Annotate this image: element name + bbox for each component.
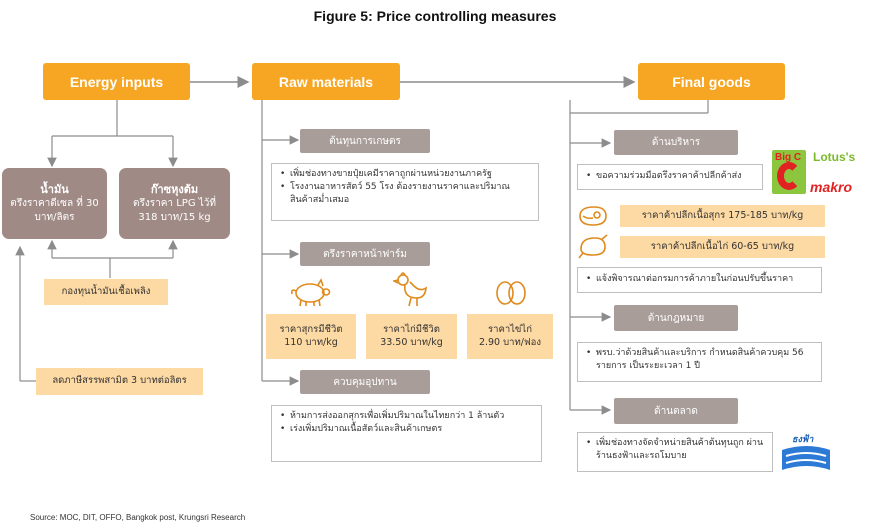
price-report-box <box>577 267 822 293</box>
supply-control-header: ควบคุมอุปทาน <box>300 370 430 394</box>
egg-price-value: 2.90 บาท/ฟอง <box>478 336 542 348</box>
raw-materials-header: Raw materials <box>252 63 400 100</box>
egg-price-box <box>467 314 553 359</box>
chicken-meat-icon <box>577 233 609 259</box>
bigc-logo-text: Big C <box>775 152 802 163</box>
agri-cost-header: ต้นทุนการเกษตร <box>300 129 430 153</box>
thongfah-logo-text: ธงฟ้า <box>792 435 814 445</box>
list-item: • เพิ่มช่องทางขายปุ๋ยเคมีราคาถูกผ่านหน่วยงานภาครัฐ <box>280 168 530 181</box>
pork-meat-icon <box>577 204 609 228</box>
lpg-text: ตรึงราคา LPG ไว้ที่ 318 บาท/15 kg <box>133 198 216 223</box>
lpg-box <box>119 168 230 239</box>
list-item: • พรบ.ว่าด้วยสินค้าและบริการ กำหนดสินค้าควบคุม 56 รายการ เป็นระยะเวลา 1 ปี <box>586 347 813 373</box>
source-note: Source: MOC, DIT, OFFO, Bangkok post, Krungsri Research <box>30 513 246 522</box>
list-item: • โรงงานอาหารสัตว์ 55 โรง ต้องรายงานราคาและปริมาณสินค้าสม่ำเสมอ <box>280 181 530 207</box>
list-item: • ห้ามการส่งออกสุกรเพื่อเพิ่มปริมาณในไทยกว่า 1 ล้านตัว <box>280 410 533 423</box>
thongfah-logo <box>780 432 832 472</box>
egg-price-label: ราคาไข่ไก่ <box>488 323 532 335</box>
chicken-price-box <box>366 314 457 359</box>
energy-inputs-header: Energy inputs <box>43 63 190 100</box>
admin-box <box>577 164 763 190</box>
list-item: • ขอความร่วมมือตรึงราคาค้าปลีกค้าส่ง <box>586 170 742 183</box>
admin-header: ด้านบริหาร <box>614 130 738 155</box>
excise-box: ลดภาษีสรรพสามิต 3 บาทต่อลิตร <box>36 368 203 395</box>
chicken-price-label: ราคาไก่มีชีวิต <box>383 323 440 335</box>
chicken-price-value: 33.50 บาท/kg <box>380 336 443 348</box>
agri-cost-box <box>271 163 539 221</box>
pig-icon <box>288 278 332 308</box>
figure-title: Figure 5: Price controlling measures <box>313 8 557 24</box>
pig-price-label: ราคาสุกรมีชีวิต <box>279 323 343 335</box>
pork-retail-box: ราคาค้าปลีกเนื้อสุกร 175-185 บาท/kg <box>620 205 825 227</box>
chicken-retail-box: ราคาค้าปลีกเนื้อไก่ 60-65 บาท/kg <box>620 236 825 258</box>
final-goods-header: Final goods <box>638 63 785 100</box>
market-box <box>577 432 773 472</box>
pig-price-value: 110 บาท/kg <box>284 336 338 348</box>
bigc-logo <box>772 150 806 194</box>
market-header: ด้านตลาด <box>614 398 738 424</box>
law-header: ด้านกฎหมาย <box>614 305 738 331</box>
lotus-logo: Lotus's <box>813 150 856 164</box>
lpg-title: ก๊าซหุงต้ม <box>150 182 199 196</box>
oil-title: น้ำมัน <box>40 182 69 196</box>
eggs-icon <box>494 277 528 307</box>
farm-price-header: ตรึงราคาหน้าฟาร์ม <box>300 242 430 266</box>
fuel-fund-box: กองทุนน้ำมันเชื้อเพลิง <box>44 279 168 305</box>
chicken-icon <box>393 271 429 309</box>
law-box <box>577 342 822 382</box>
makro-logo: makro <box>810 179 853 195</box>
list-item: • เพิ่มช่องทางจัดจำหน่ายสินค้าต้นทุนถูก ผ่านร้านธงฟ้าและรถโมบาย <box>586 437 764 463</box>
oil-box <box>2 168 107 239</box>
pig-price-box <box>266 314 356 359</box>
list-item: • แจ้งพิจารณาต่อกรมการค้าภายในก่อนปรับขึ้นราคา <box>586 273 793 286</box>
oil-text: ตรึงราคาดีเซล ที่ 30 บาท/ลิตร <box>10 198 99 223</box>
list-item: • เร่งเพิ่มปริมาณเนื้อสัตว์และสินค้าเกษตร <box>280 423 533 436</box>
supply-control-box <box>271 405 542 462</box>
